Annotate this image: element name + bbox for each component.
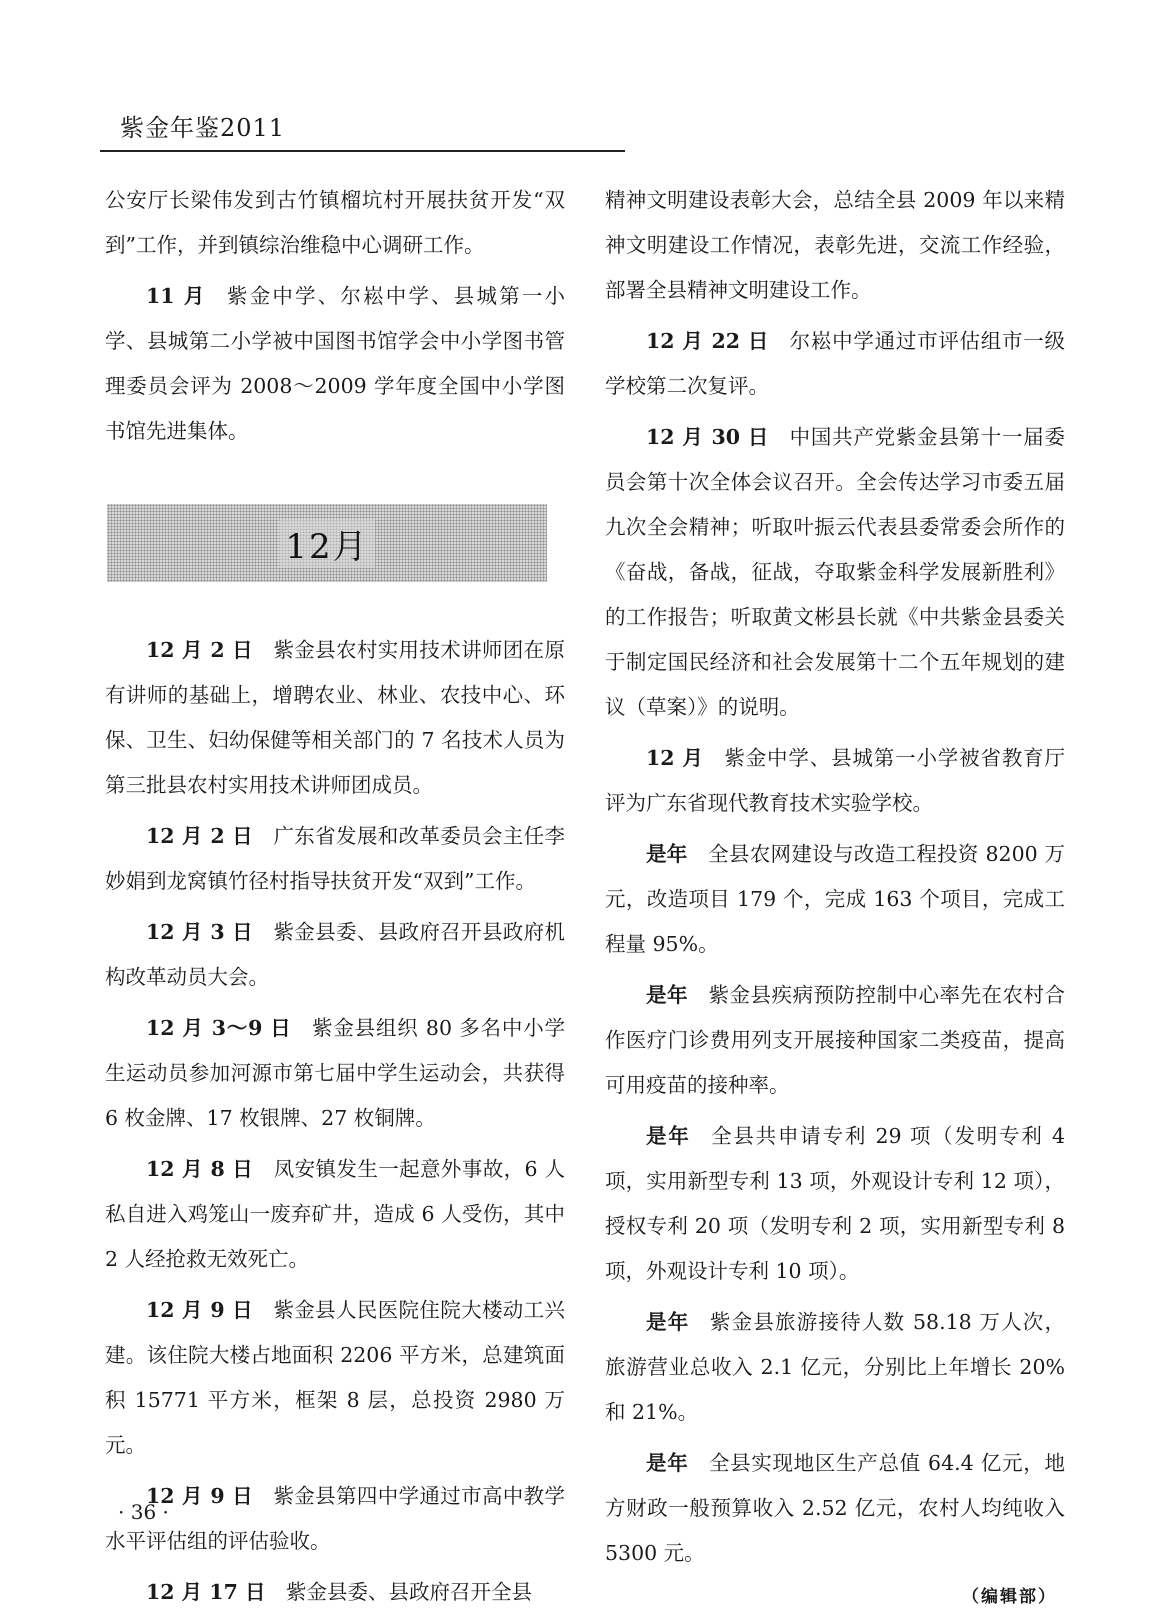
- entry-date: 12 月 2 日: [146, 824, 253, 848]
- chronicle-entry: [605, 1114, 1065, 1294]
- chronicle-entry: [105, 1288, 565, 1468]
- chronicle-entry: [105, 910, 565, 1000]
- entry-date: 12 月: [646, 746, 704, 770]
- chronicle-entry: [605, 973, 1065, 1108]
- entry-date: 12 月 17 日: [146, 1580, 266, 1604]
- entry-text: 广东省发展和改革委员会主任李妙娟到龙窝镇竹径村指导扶贫开发“双到”工作。: [105, 824, 566, 893]
- chronicle-entry: [105, 1006, 565, 1141]
- entry-date: 12 月 30 日: [646, 425, 770, 449]
- entry-text: 紫金中学、县城第一小学被省教育厅评为广东省现代教育技术实验学校。: [605, 746, 1066, 815]
- chronicle-entry: [105, 1570, 565, 1615]
- chronicle-entry: [105, 1474, 565, 1564]
- chronicle-entry: [105, 628, 565, 808]
- chronicle-entry: [605, 1441, 1065, 1576]
- left-column: [105, 178, 565, 1621]
- entry-text: 紫金县第四中学通过市高中教学水平评估组的评估验收。: [105, 1484, 566, 1553]
- chronicle-entry: [605, 1300, 1065, 1435]
- entry-date: 是年: [646, 1310, 690, 1334]
- entry-date: 是年: [646, 1451, 689, 1475]
- chronicle-entry: [605, 319, 1065, 409]
- chronicle-entry: [105, 274, 565, 454]
- continuation-text: 公安厅长梁伟发到古竹镇榴坑村开展扶贫开发“双到”工作，并到镇综治维稳中心调研工作。: [105, 188, 565, 257]
- entry-text: 紫金县旅游接待人数 58.18 万人次，旅游营业总收入 2.1 亿元，分别比上年增长 20% 和 21%。: [605, 1310, 1065, 1424]
- entry-text: 全县共申请专利 29 项（发明专利 4 项，实用新型专利 13 项，外观设计专利 12 项），授权专利 20 项（发明专利 2 项，实用新型专利 8 项，外观设计专利 10 项）。: [605, 1124, 1065, 1283]
- month-banner: [107, 504, 547, 582]
- entry-date: 是年: [646, 842, 688, 866]
- entry-text: 紫金县委、县政府召开全县: [285, 1580, 532, 1604]
- entry-text: 紫金中学、尔崧中学、县城第一小学、县城第二小学被中国图书馆学会中小学图书管理委员会评为 2008～2009 学年度全国中小学图书馆先进集体。: [105, 284, 566, 443]
- page-number: · 36 ·: [118, 1500, 169, 1524]
- editor-credit: （编辑部）: [962, 1587, 1057, 1607]
- entry-text: 中国共产党紫金县第十一届委员会第十次全体会议召开。全会传达学习市委五届九次全会精神；听取叶振云代表县委常委会所作的《奋战，备战，征战，夺取紫金科学发展新胜利》的工作报告；听取黄文彬县长就《中共紫金县委关于制定国民经济和社会发展第十二个五年规划的建议（草案）》的说明。: [605, 425, 1066, 719]
- entry-date: 是年: [646, 1124, 691, 1148]
- entry-date: 11 月: [146, 284, 207, 308]
- entry-date: 12 月 3 日: [146, 920, 253, 944]
- entry-date: 12 月 3～9 日: [146, 1016, 292, 1040]
- entry-text: 紫金县疾病预防控制中心率先在农村合作医疗门诊费用列支开展接种国家二类疫苗，提高可用疫苗的接种率。: [605, 983, 1065, 1097]
- header-rule: [100, 150, 625, 152]
- chronicle-entry: [605, 415, 1065, 730]
- entry-text: 紫金县农村实用技术讲师团在原有讲师的基础上，增聘农业、林业、农技中心、环保、卫生、妇幼保健等相关部门的 7 名技术人员为第三批县农村实用技术讲师团成员。: [105, 638, 566, 797]
- entry-text: 紫金县组织 80 多名中小学生运动员参加河源市第七届中学生运动会，共获得 6 枚金牌、17 枚银牌、27 枚铜牌。: [105, 1016, 565, 1130]
- entry-date: 12 月 8 日: [146, 1157, 254, 1181]
- chronicle-entry: [105, 1147, 565, 1282]
- chronicle-entry: [605, 832, 1065, 967]
- entry-text: 紫金县人民医院住院大楼动工兴建。该住院大楼占地面积 2206 平方米，总建筑面积 15771 平方米，框架 8 层，总投资 2980 万元。: [105, 1298, 566, 1457]
- entry-date: 12 月 2 日: [146, 638, 253, 662]
- chronicle-entry: [105, 814, 565, 904]
- entry-date: 是年: [646, 983, 688, 1007]
- entry-text: 全县农网建设与改造工程投资 8200 万元，改造项目 179 个，完成 163 个项目，完成工程量 95%。: [605, 842, 1066, 956]
- entry-text: 全县实现地区生产总值 64.4 亿元，地方财政一般预算收入 2.52 亿元，农村人均纯收入 5300 元。: [605, 1451, 1065, 1565]
- entry-text: 尔崧中学通过市评估组市一级学校第二次复评。: [605, 329, 1066, 398]
- entry-text: 紫金县委、县政府召开县政府机构改革动员大会。: [105, 920, 566, 989]
- entry-date: 12 月 9 日: [146, 1298, 253, 1322]
- running-header: 紫金年鉴2011: [120, 114, 286, 142]
- entry-text: 凤安镇发生一起意外事故，6 人私自进入鸡笼山一废弃矿井，造成 6 人受伤，其中 2 人经抢救无效死亡。: [105, 1157, 566, 1271]
- entry-date: 12 月 22 日: [646, 329, 770, 353]
- entry-date: 12 月 9 日: [146, 1484, 253, 1508]
- right-column: [605, 178, 1065, 1607]
- continuation-text: 精神文明建设表彰大会，总结全县 2009 年以来精神文明建设工作情况，表彰先进，交流工作经验，部署全县精神文明建设工作。: [605, 188, 1065, 302]
- month-heading: 12月: [279, 519, 374, 568]
- chronicle-entry: [605, 736, 1065, 826]
